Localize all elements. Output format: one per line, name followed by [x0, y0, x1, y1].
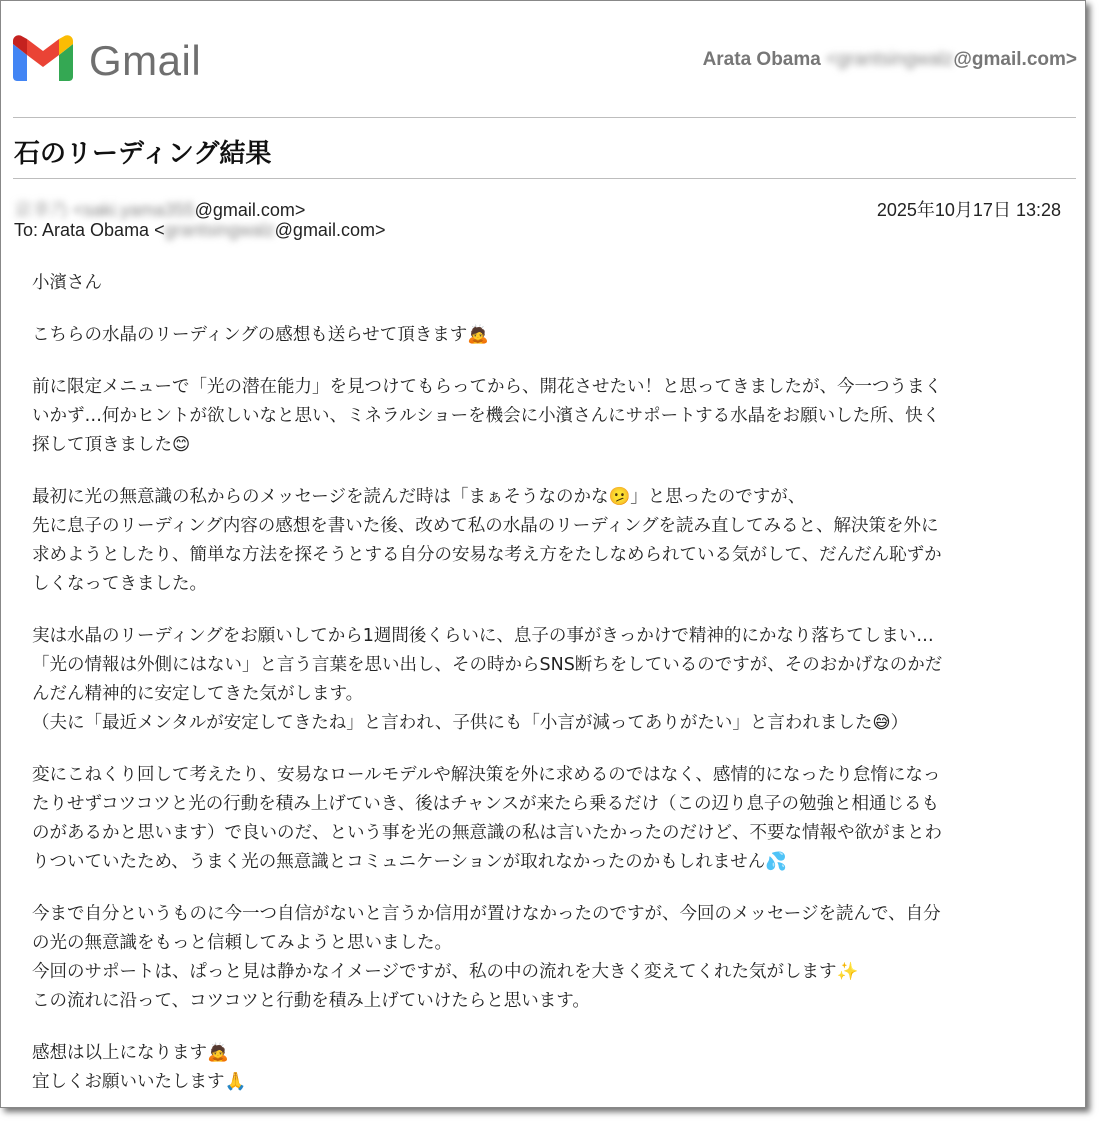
recipient-prefix: To: Arata Obama <	[14, 220, 165, 240]
account-info	[703, 49, 1077, 71]
body-line: 「光の情報は外側にはない」と言う言葉を思い出し、その時からSNS断ちをしているのですが、そのおかげなのかだ	[32, 655, 943, 675]
gmail-wordmark: Gmail	[89, 37, 202, 84]
body-line: 小濱さん	[32, 273, 102, 293]
header	[13, 31, 1077, 91]
body-paragraph	[32, 761, 1052, 877]
email-subject: 石のリーディング結果	[14, 139, 272, 169]
account-email-domain: @gmail.com>	[953, 49, 1077, 70]
body-line: たりせずコツコツと光の行動を積み上げていき、後はチャンスが来たら乗るだけ（この辺り息子の勉強と相通じるも	[32, 794, 940, 814]
body-line: 今まで自分というものに今一つ自信がないと言うか信用が置けなかったのですが、今回のメッセージを読んで、自分	[32, 904, 941, 924]
body-line: いかず…何かヒントが欲しいなと思い、ミネラルショーを機会に小濱さんにサポートする水晶をお願いした所、快く	[32, 406, 941, 426]
body-line: （夫に「最近メンタルが安定してきたね」と言われ、子供にも「小言が減ってありがたい」と言われました😅）	[32, 713, 909, 733]
body-line: 今回のサポートは、ぱっと見は静かなイメージですが、私の中の流れを大きく変えてくれた気がします✨	[32, 962, 859, 982]
body-paragraph	[32, 622, 1052, 738]
recipient-domain: @gmail.com>	[274, 220, 386, 240]
sender-address-redacted: <saki.yama355	[73, 200, 195, 220]
body-line: のがあるかと思います）で良いのだ、という事を光の無意識の私は言いたかったのだけど、不要な情報や欲がまとわ	[32, 823, 942, 843]
recipient-address-redacted: grantsingwalz	[164, 220, 275, 240]
body-line: 前に限定メニューで「光の潜在能力」を見つけてもらってから、開花させたい！と思ってきましたが、今一つうまく	[32, 377, 942, 397]
body-paragraph	[32, 269, 1052, 298]
body-line: 実は水晶のリーディングをお願いしてから1週間後くらいに、息子の事がきっかけで精神的にかなり落ちてしまい…	[32, 626, 934, 646]
body-line: 変にこねくり回して考えたり、安易なロールモデルや解決策を外に求めるのではなく、感情的になったり怠惰になっ	[32, 765, 941, 785]
body-paragraph	[32, 321, 1052, 350]
account-name: Arata Obama	[702, 49, 821, 70]
email-body	[32, 269, 1052, 1120]
body-paragraph	[32, 1039, 1052, 1097]
email-date: 2025年10月17日 13:28	[876, 200, 1061, 220]
account-email-redacted: <grantsingwalz	[826, 49, 954, 70]
body-line: しくなってきました。	[32, 574, 207, 594]
body-line: 最初に光の無意識の私からのメッセージを読んだ時は「まぁそうなのかな🫤」と思ったのですが、	[32, 487, 806, 507]
body-line: んだん精神的に安定してきた気がします。	[32, 684, 364, 704]
recipient-line	[14, 220, 385, 241]
body-line: 探して頂きました😊	[32, 435, 191, 455]
sender-name-redacted: 京幸乃	[14, 200, 68, 220]
body-paragraph	[32, 373, 1052, 460]
body-line: この流れに沿って、コツコツと行動を積み上げていけたらと思います。	[32, 991, 590, 1011]
body-line: 感想は以上になります🙇	[32, 1043, 229, 1063]
sender-line	[14, 196, 305, 222]
body-paragraph	[32, 900, 1052, 1016]
body-line: りついていたため、うまく光の無意識とコミュニケーションが取れなかったのかもしれません💦	[32, 852, 788, 872]
body-paragraph	[32, 483, 1052, 599]
body-line: 先に息子のリーディング内容の感想を書いた後、改めて私の水晶のリーディングを読み直してみると、解決策を外に	[32, 516, 939, 536]
body-line: 求めようとしたり、簡単な方法を探そうとする自分の安易な考え方をたしなめられている気がして、だんだん恥ずか	[32, 545, 942, 565]
body-line: の光の無意識をもっと信頼してみようと思いました。	[32, 933, 452, 953]
divider	[13, 117, 1076, 118]
sender-domain: @gmail.com>	[194, 200, 306, 220]
divider	[13, 178, 1076, 179]
body-line: 宜しくお願いいたします🙏	[32, 1072, 247, 1092]
gmail-logo-icon	[13, 35, 73, 81]
body-line: こちらの水晶のリーディングの感想も送らせて頂きます🙇	[32, 325, 490, 345]
